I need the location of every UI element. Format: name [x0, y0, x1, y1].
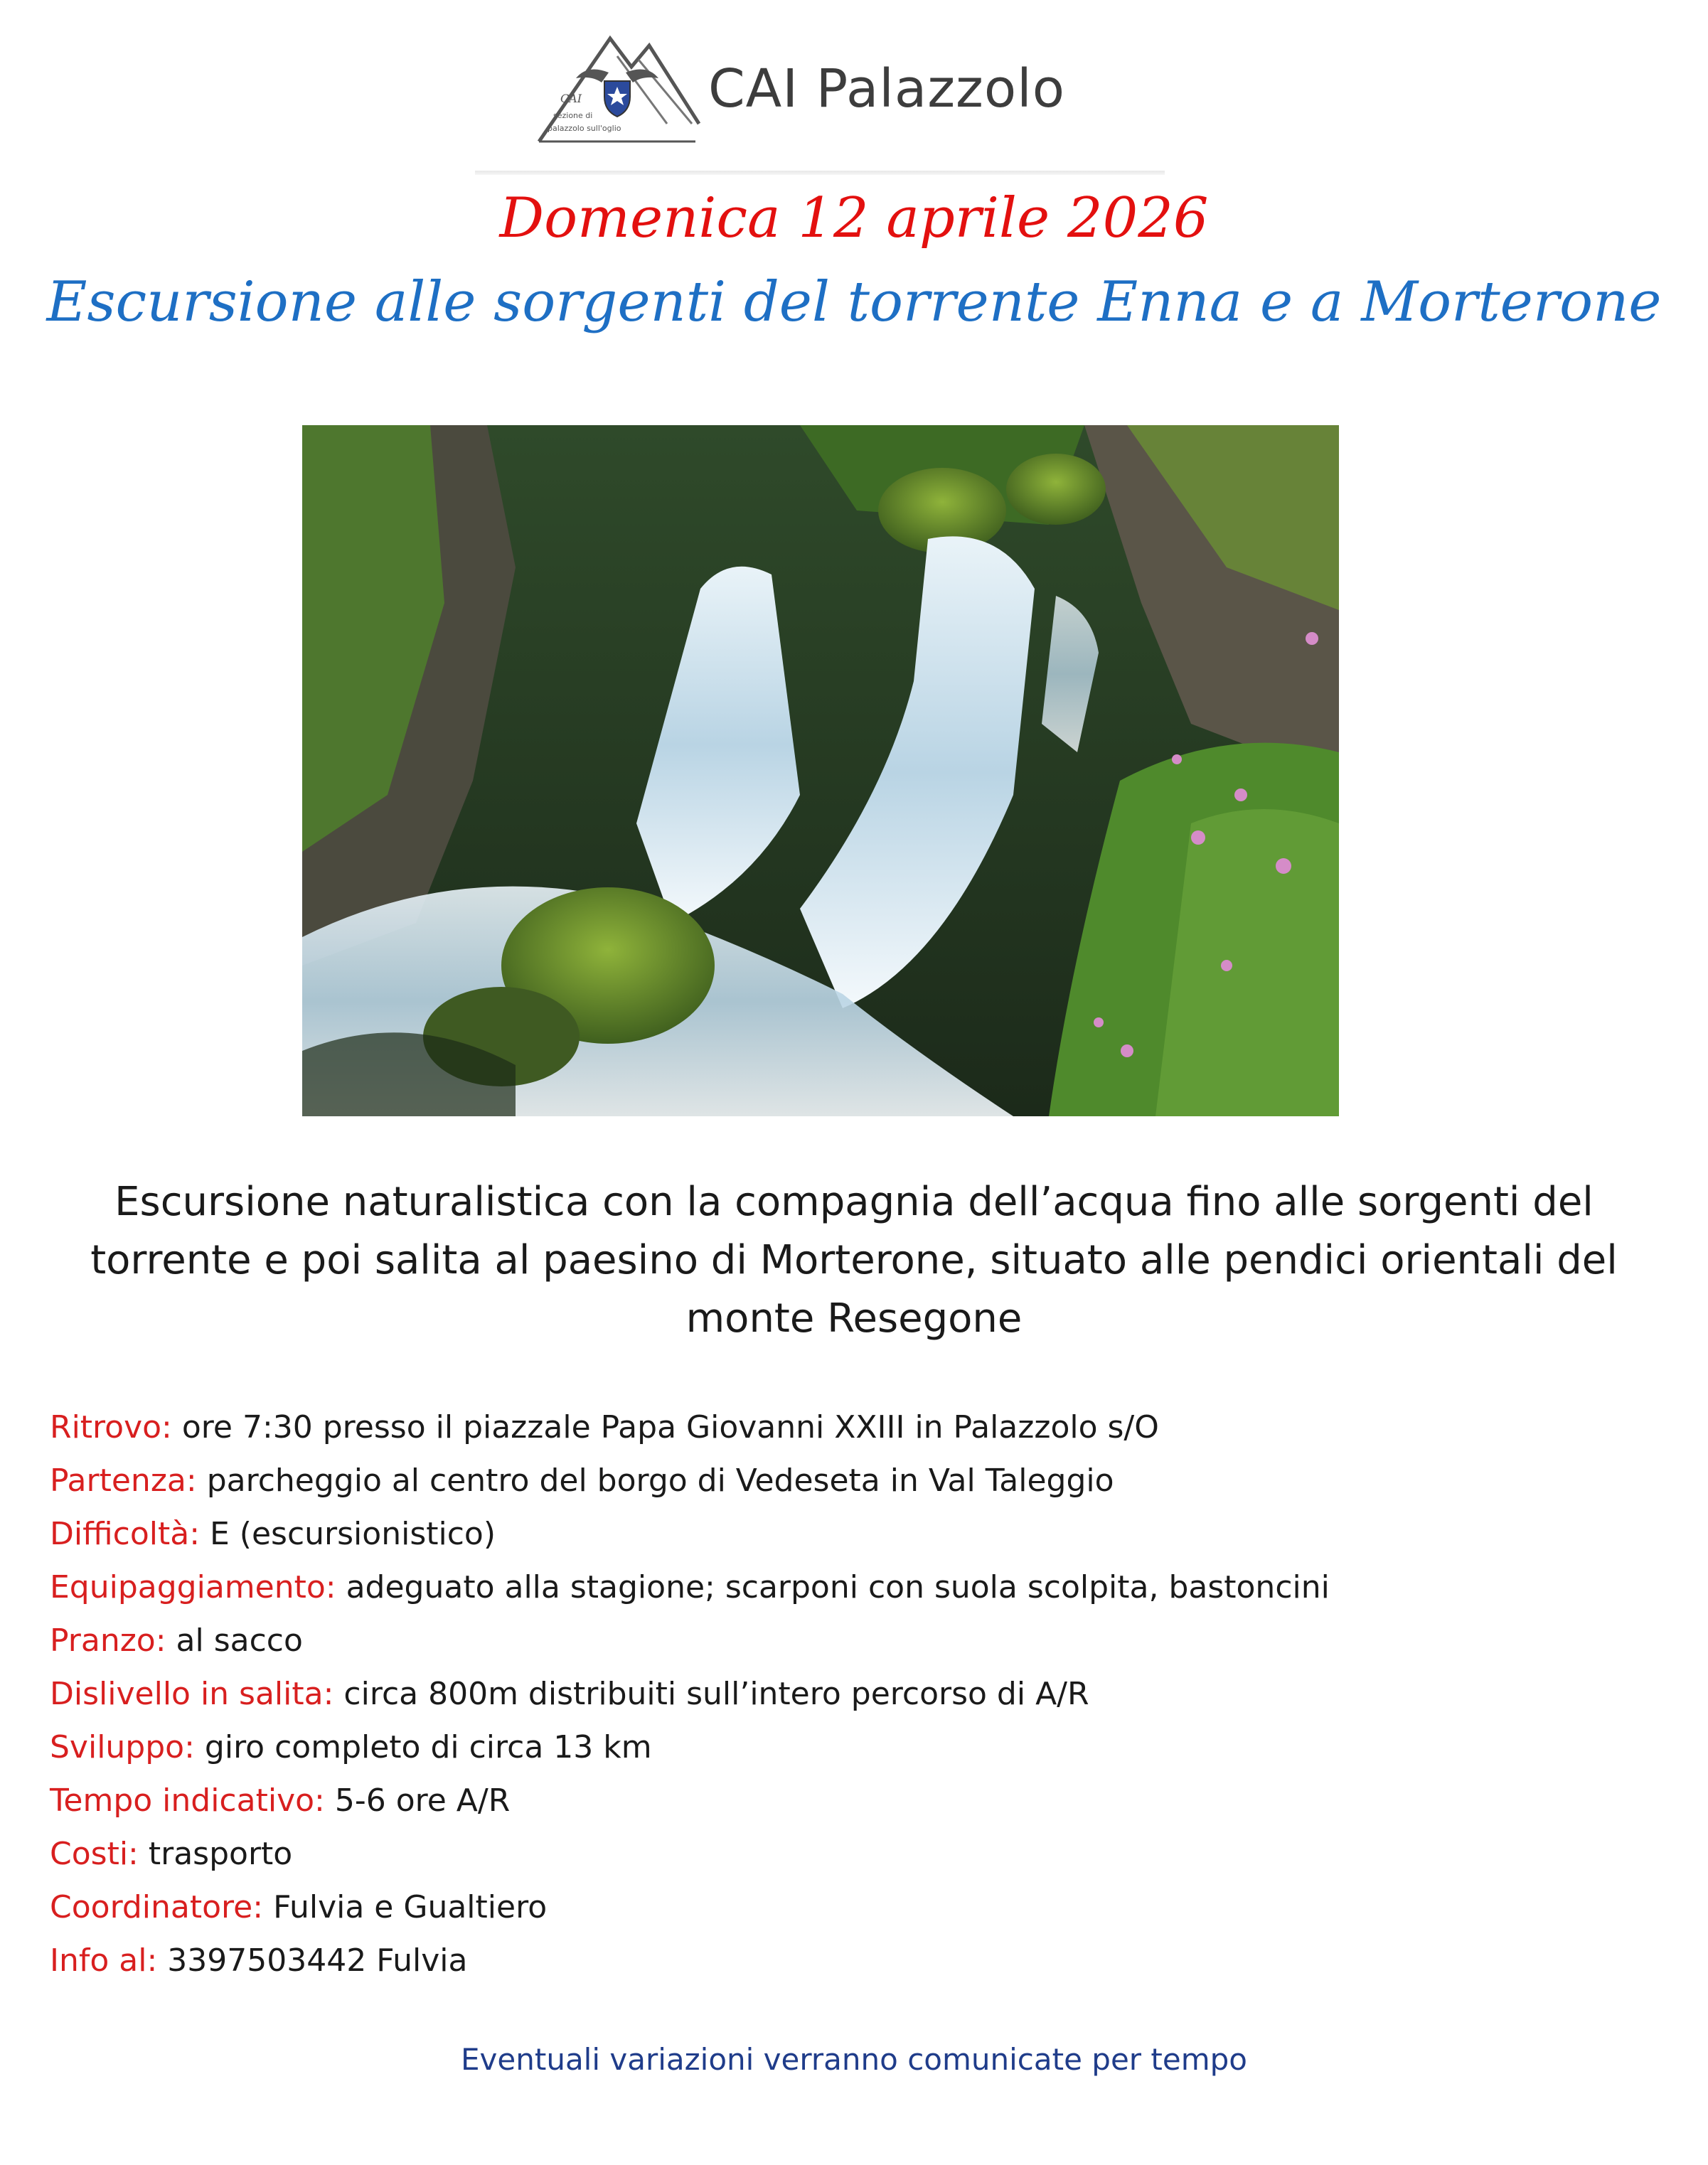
- info-value: ore 7:30 presso il piazzale Papa Giovanni XXIII in Palazzolo s/O: [171, 1409, 1159, 1445]
- waterfall-photo: [302, 425, 1339, 1116]
- info-row-equipaggiamento: [50, 1561, 1650, 1614]
- info-value: adeguato alla stagione; scarponi con suola scolpita, bastoncini: [336, 1569, 1330, 1605]
- info-value: trasporto: [138, 1836, 293, 1872]
- svg-text:sezione di: sezione di: [553, 111, 593, 120]
- info-label: Equipaggiamento:: [50, 1569, 336, 1605]
- event-info-list: [50, 1401, 1650, 1987]
- info-label: Tempo indicativo:: [50, 1782, 325, 1819]
- info-value: circa 800m distribuiti sull’intero percorso di A/R: [333, 1676, 1089, 1712]
- info-label: Sviluppo:: [50, 1729, 195, 1765]
- info-value: parcheggio al centro del borgo di Vedeseta in Val Taleggio: [196, 1463, 1114, 1499]
- event-title: Escursione alle sorgenti del torrente Enna e a Morterone: [46, 270, 1662, 334]
- info-row-ritrovo: [50, 1401, 1650, 1454]
- logo-title: CAI Palazzolo: [708, 58, 1065, 119]
- info-row-dislivello: [50, 1667, 1650, 1721]
- event-date: Domenica 12 aprile 2026: [499, 186, 1209, 250]
- info-row-coordinatore: [50, 1881, 1650, 1934]
- info-label: Info al:: [50, 1942, 158, 1979]
- info-row-tempo: [50, 1774, 1650, 1827]
- info-label: Coordinatore:: [50, 1889, 264, 1925]
- info-value: giro completo di circa 13 km: [194, 1729, 652, 1765]
- info-value: E (escursionistico): [200, 1516, 496, 1552]
- info-row-costi: [50, 1827, 1650, 1881]
- footer-note: Eventuali variazioni verranno comunicate per tempo: [461, 2042, 1247, 2077]
- info-value: Fulvia e Gualtiero: [263, 1889, 548, 1925]
- svg-text:palazzolo sull'oglio: palazzolo sull'oglio: [548, 124, 621, 133]
- cai-mountain-emblem-icon: [532, 17, 703, 152]
- info-label: Pranzo:: [50, 1623, 166, 1659]
- info-row-partenza: [50, 1454, 1650, 1507]
- info-label: Dislivello in salita:: [50, 1676, 334, 1712]
- info-value: al sacco: [166, 1623, 303, 1659]
- cai-logo: [532, 17, 1072, 152]
- svg-text:CAI: CAI: [560, 92, 582, 105]
- event-description: Escursione naturalistica con la compagnia dell’acqua fino alle sorgenti del torrente e poi salita al paesino di Morterone, situato alle pendici orientali del monte Resegone: [90, 1179, 1618, 1342]
- header-divider: [475, 171, 1165, 175]
- info-label: Costi:: [50, 1836, 139, 1872]
- info-label: Partenza:: [50, 1463, 197, 1499]
- info-label: Difficoltà:: [50, 1516, 201, 1552]
- info-row-sviluppo: [50, 1721, 1650, 1774]
- info-row-difficolta: [50, 1507, 1650, 1561]
- info-row-pranzo: [50, 1614, 1650, 1667]
- info-row-contatto: [50, 1934, 1650, 1987]
- info-value: 3397503442 Fulvia: [157, 1942, 468, 1979]
- waterfall-image-icon: [302, 425, 1339, 1116]
- info-label: Ritrovo:: [50, 1409, 172, 1445]
- info-value: 5-6 ore A/R: [324, 1782, 511, 1819]
